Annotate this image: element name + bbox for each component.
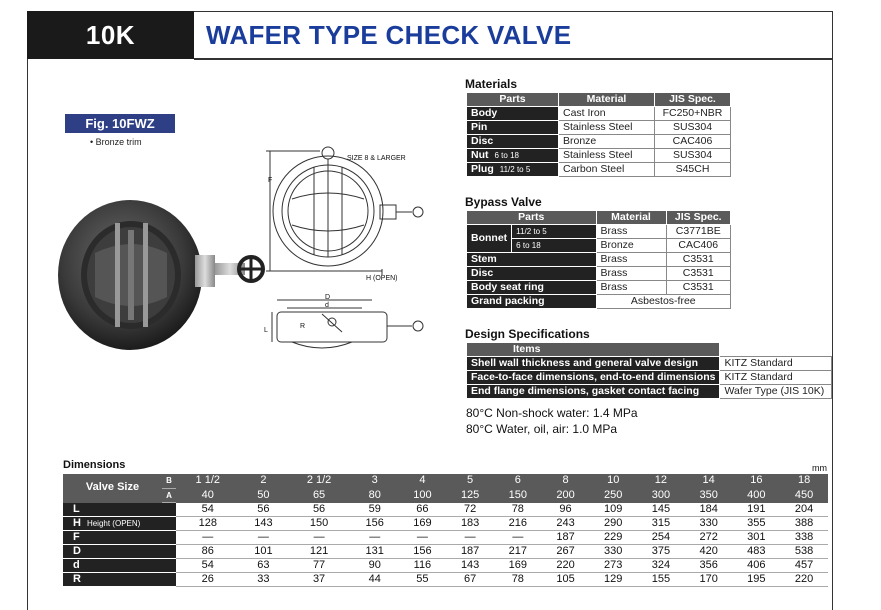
col-material: Material <box>559 93 655 107</box>
size-b-cell: 2 1/2 <box>287 474 351 488</box>
label-h-open: H (OPEN) <box>366 275 398 282</box>
pressure-note-1: 80°C Non-shock water: 1.4 MPa <box>466 406 638 420</box>
table-row <box>63 502 828 516</box>
dimension-cell: 169 <box>494 558 542 572</box>
dimension-cell: 96 <box>542 502 590 516</box>
dimension-cell: 216 <box>494 516 542 530</box>
dimension-cell: 169 <box>399 516 447 530</box>
dimension-cell: 290 <box>589 516 637 530</box>
table-row: Face-to-face dimensions, end-to-end dimensions KITZ Standard <box>467 371 832 385</box>
dimension-cell: — <box>399 530 447 544</box>
row-label: H <box>73 516 81 529</box>
dimension-cell: 129 <box>589 572 637 586</box>
row-label: R <box>73 572 81 585</box>
dimensions-title: Dimensions <box>63 459 126 471</box>
dimension-cell: 77 <box>287 558 351 572</box>
dimension-cell: 243 <box>542 516 590 530</box>
dimension-cell: 44 <box>351 572 399 586</box>
dimension-cell: 143 <box>446 558 494 572</box>
table-row <box>63 558 828 572</box>
size-a-cell: 40 <box>176 488 240 502</box>
size-a-cell: 250 <box>589 488 637 502</box>
valve-side-drawing <box>262 292 442 360</box>
unit-label: mm <box>812 463 827 473</box>
dimension-cell: 217 <box>494 544 542 558</box>
size-a-cell: 80 <box>351 488 399 502</box>
dimension-cell: 55 <box>399 572 447 586</box>
dimension-cell: 483 <box>732 544 780 558</box>
size-b-cell: 18 <box>780 474 828 488</box>
size-a-cell: 350 <box>685 488 733 502</box>
dimension-cell: 150 <box>287 516 351 530</box>
dimension-cell: 156 <box>399 544 447 558</box>
label-d-upper: D <box>325 294 331 301</box>
size-b-cell: 16 <box>732 474 780 488</box>
dimension-cell: 121 <box>287 544 351 558</box>
label-d-lower: d <box>325 302 329 309</box>
dimension-cell: 116 <box>399 558 447 572</box>
dimension-cell: 204 <box>780 502 828 516</box>
dimension-cell: 145 <box>637 502 685 516</box>
dimension-cell: 324 <box>637 558 685 572</box>
label-f: F <box>268 177 273 184</box>
dimension-cell: — <box>176 530 240 544</box>
col-parts: Parts <box>467 93 559 107</box>
size-a-cell: 150 <box>494 488 542 502</box>
dimension-cell: — <box>287 530 351 544</box>
dimension-cell: 26 <box>176 572 240 586</box>
dimension-cell: 272 <box>685 530 733 544</box>
dimension-cell: — <box>240 530 288 544</box>
dimension-cell: 220 <box>542 558 590 572</box>
table-row: Disc Brass C3531 <box>467 267 731 281</box>
size-b-cell: 5 <box>446 474 494 488</box>
table-row: Body Cast Iron FC250+NBR <box>467 107 731 121</box>
dimension-cell: — <box>494 530 542 544</box>
dimension-cell: 273 <box>589 558 637 572</box>
table-row: Plug 11/2 to 5 Carbon Steel S45CH <box>467 163 731 177</box>
table-row: Shell wall thickness and general valve design KITZ Standard <box>467 357 832 371</box>
dimension-cell: 109 <box>589 502 637 516</box>
dimension-cell: 301 <box>732 530 780 544</box>
materials-title: Materials <box>465 77 518 91</box>
bypass-table: Parts Material JIS Spec. Bonnet 11/2 to 5 Brass C3771BE 6 to 18 Bronze CAC406 Stem Brass C3531 Disc Brass C3531 Body seat ring Brass C3531 Grand packing Asbestos-free <box>466 210 731 309</box>
dimension-cell: 355 <box>732 516 780 530</box>
size-a-cell: 125 <box>446 488 494 502</box>
dimension-cell: 356 <box>685 558 733 572</box>
dimension-cell: 187 <box>542 530 590 544</box>
dimension-cell: 56 <box>287 502 351 516</box>
dimension-cell: 457 <box>780 558 828 572</box>
dimension-cell: 66 <box>399 502 447 516</box>
dimension-cell: 170 <box>685 572 733 586</box>
valve-front-drawing <box>262 143 442 288</box>
dimension-cell: 105 <box>542 572 590 586</box>
dimension-cell: 330 <box>589 544 637 558</box>
row-label: D <box>73 544 81 557</box>
table-row <box>63 544 828 558</box>
dimension-cell: 375 <box>637 544 685 558</box>
materials-table <box>466 92 731 177</box>
table-row: Grand packing Asbestos-free <box>467 295 731 309</box>
size-a-cell: 400 <box>732 488 780 502</box>
dimension-cell: 59 <box>351 502 399 516</box>
dimension-cell: 406 <box>732 558 780 572</box>
table-row: 6 to 18 Bronze CAC406 <box>467 239 731 253</box>
size-a-cell: 200 <box>542 488 590 502</box>
table-row: End flange dimensions, gasket contact facing Wafer Type (JIS 10K) <box>467 385 832 399</box>
size-a-cell: 50 <box>240 488 288 502</box>
dimension-cell: 420 <box>685 544 733 558</box>
size-b-cell: 12 <box>637 474 685 488</box>
table-row: Stem Brass C3531 <box>467 253 731 267</box>
dimension-cell: 56 <box>240 502 288 516</box>
dimension-cell: 388 <box>780 516 828 530</box>
dimension-cell: 184 <box>685 502 733 516</box>
dimension-cell: 101 <box>240 544 288 558</box>
dimension-cell: 37 <box>287 572 351 586</box>
size-b-cell: 6 <box>494 474 542 488</box>
catalog-code: 10K <box>27 11 194 59</box>
table-row <box>63 572 828 586</box>
row-label: F <box>73 530 80 543</box>
dimension-cell: 254 <box>637 530 685 544</box>
dimension-cell: 183 <box>446 516 494 530</box>
dimension-cell: 63 <box>240 558 288 572</box>
dimension-cell: 187 <box>446 544 494 558</box>
dimension-cell: 338 <box>780 530 828 544</box>
size-b-cell: 10 <box>589 474 637 488</box>
figure-note: • Bronze trim <box>90 137 142 147</box>
dimension-cell: 128 <box>176 516 240 530</box>
dimension-cell: 156 <box>351 516 399 530</box>
size-b-cell: 1 1/2 <box>176 474 240 488</box>
dimensions-table: Valve Size B 1 1/2 2 2 1/2 3 4 5 6 8 10 12 14 16 18 A 40 50 65 80 100 125 150 200 250 300 350 400 450 L 54 56 56 59 66 72 78 96 109 145 184 191 204 H Height (OPEN) 128 143 150 156 169 183 216 243 290 315 330 355 388 F — — — — — — — 187 229 254 272 301 338 D 86 101 121 131 156 187 217 267 330 375 420 483 538 d 54 63 77 90 116 143 169 220 273 324 356 406 457 R 26 33 37 44 55 67 78 105 129 155 170 195 220 <box>63 474 828 587</box>
size-b-cell: 4 <box>399 474 447 488</box>
bypass-title: Bypass Valve <box>465 195 542 209</box>
dimension-cell: 143 <box>240 516 288 530</box>
dimension-cell: 33 <box>240 572 288 586</box>
dimension-cell: — <box>351 530 399 544</box>
dimension-cell: 78 <box>494 502 542 516</box>
table-row: Nut 6 to 18 Stainless Steel SUS304 <box>467 149 731 163</box>
row-label: d <box>73 558 80 571</box>
row-sublabel: Height (OPEN) <box>86 518 141 528</box>
label-size-8-larger: SIZE 8 & LARGER <box>347 155 406 162</box>
size-b-cell: 2 <box>240 474 288 488</box>
header-divider <box>194 58 833 60</box>
label-l: L <box>264 327 268 334</box>
dimension-cell: 330 <box>685 516 733 530</box>
table-row: Pin Stainless Steel SUS304 <box>467 121 731 135</box>
dimension-cell: 67 <box>446 572 494 586</box>
valve-size-header: Valve Size <box>63 474 162 502</box>
dimension-cell: — <box>446 530 494 544</box>
dimension-cell: 220 <box>780 572 828 586</box>
dimension-cell: 229 <box>589 530 637 544</box>
dimension-cell: 131 <box>351 544 399 558</box>
dimension-cell: 195 <box>732 572 780 586</box>
table-row: Bonnet 11/2 to 5 Brass C3771BE <box>467 225 731 239</box>
pressure-note-2: 80°C Water, oil, air: 1.0 MPa <box>466 422 618 436</box>
size-b-cell: 14 <box>685 474 733 488</box>
dimension-cell: 72 <box>446 502 494 516</box>
dimension-cell: 267 <box>542 544 590 558</box>
row-label: L <box>73 502 80 515</box>
label-r: R <box>300 323 306 330</box>
design-title: Design Specifications <box>465 327 590 341</box>
dimension-cell: 90 <box>351 558 399 572</box>
size-a-cell: 450 <box>780 488 828 502</box>
dimension-cell: 78 <box>494 572 542 586</box>
table-row: Body seat ring Brass C3531 <box>467 281 731 295</box>
size-b-cell: 8 <box>542 474 590 488</box>
size-b-cell: 3 <box>351 474 399 488</box>
valve-photo <box>55 195 270 360</box>
size-a-cell: 100 <box>399 488 447 502</box>
design-table: Items Shell wall thickness and general valve design KITZ Standard Face-to-face dimensions, end-to-end dimensions KITZ Standard End flange dimensions, gasket contact facing Wafer Type (JIS 10K) <box>466 342 832 399</box>
table-row <box>63 530 828 544</box>
dimension-cell: 86 <box>176 544 240 558</box>
table-row: Disc Bronze CAC406 <box>467 135 731 149</box>
dimension-cell: 54 <box>176 558 240 572</box>
dimension-cell: 155 <box>637 572 685 586</box>
page-title: WAFER TYPE CHECK VALVE <box>206 20 572 50</box>
size-a-cell: 65 <box>287 488 351 502</box>
dimension-cell: 315 <box>637 516 685 530</box>
table-row <box>63 516 828 530</box>
size-a-cell: 300 <box>637 488 685 502</box>
col-jis: JIS Spec. <box>655 93 731 107</box>
dimension-cell: 191 <box>732 502 780 516</box>
dimension-cell: 54 <box>176 502 240 516</box>
dimension-cell: 538 <box>780 544 828 558</box>
figure-badge: Fig. 10FWZ <box>65 114 175 133</box>
